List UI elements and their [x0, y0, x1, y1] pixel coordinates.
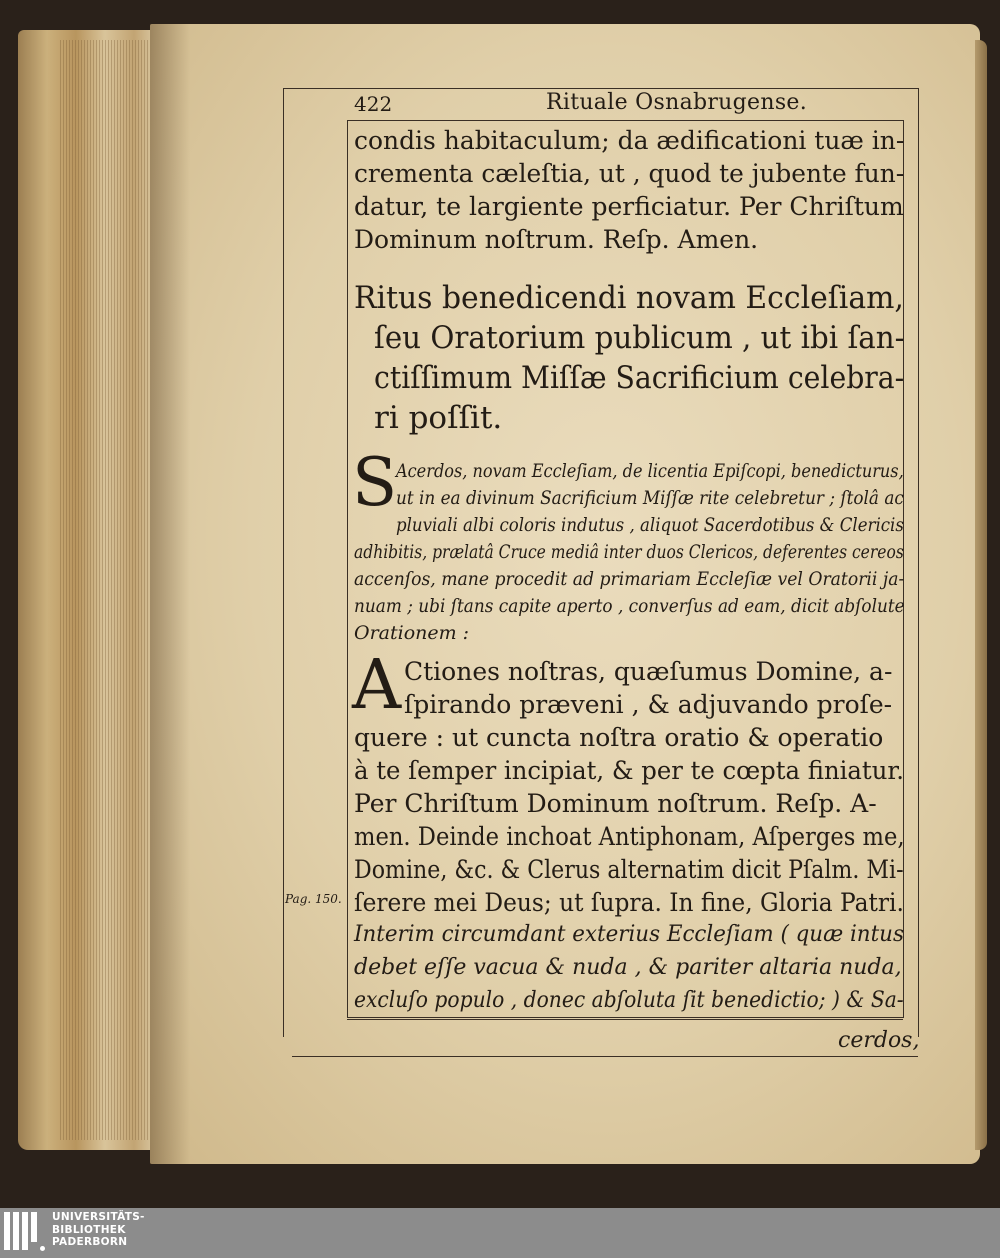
book-page-right-edge [975, 40, 987, 1150]
prayer-line: men. Deinde inchoat Antiphonam, Aſperges me, [354, 822, 905, 851]
text-line: Dominum noſtrum. Reſp. Amen. [354, 225, 759, 254]
section-title-line: ſeu Oratorium publicum , ut ibi ſan- [374, 320, 905, 356]
library-footer [0, 1208, 1000, 1258]
text-line: condis habitaculum; da ædificationi tuæ in- [354, 126, 905, 155]
rubric-line: accenſos, mane procedit ad primariam Eccleſiæ vel Oratorii ja- [354, 568, 905, 590]
section-title-line: Ritus benedicendi novam Eccleſiam, [354, 280, 904, 316]
prayer-line: Per Chriſtum Dominum noſtrum. Reſp. A- [354, 789, 877, 818]
page-number: 422 [354, 92, 393, 116]
prayer-drop-cap: A [352, 646, 402, 725]
rubric-line: adhibitis, prælatâ Cruce mediâ inter duos Clericos, deferentes cereos [354, 541, 904, 563]
running-head: Rituale Osnabrugense. [546, 90, 808, 115]
prayer-line: ſpirando præveni , & adjuvando proſe- [404, 690, 893, 719]
section-title-line: ri poſſit. [374, 400, 503, 436]
spine-shadow [150, 24, 190, 1164]
catchword: cerdos, [838, 1028, 920, 1053]
rubric-line: ut in ea divinum Sacrificium Miſſæ rite celebretur ; ſtolâ ac [396, 487, 904, 509]
prayer-line: quere : ut cuncta noſtra oratio & operatio [354, 723, 884, 752]
rubric-line: pluviali albi coloris indutus , aliquot Sacerdotibus & Clericis [396, 514, 904, 536]
book-page-edge-lines [60, 40, 160, 1140]
margin-note: Pag. 150. [285, 892, 342, 906]
closing-line: excluſo populo , donec abſoluta ſit benedictio; ) & Sa- [354, 988, 904, 1013]
library-logo-icon [4, 1212, 44, 1254]
rubric-line: Acerdos, novam Eccleſiam, de licentia Epiſcopi, benedicturus, [396, 460, 904, 482]
prayer-line: Ctiones noſtras, quæſumus Domine, a- [404, 657, 893, 686]
rubric-drop-cap: S [352, 444, 398, 521]
library-name-line: PADERBORN [52, 1236, 128, 1248]
library-name-line: UNIVERSITÄTS- [52, 1211, 145, 1223]
section-title-line: ctiſſimum Miſſæ Sacrificium celebra- [374, 360, 905, 396]
rubric-line: nuam ; ubi ſtans capite aperto , converſus ad eam, dicit abſolute [354, 595, 905, 617]
library-name-line: BIBLIOTHEK [52, 1223, 126, 1236]
text-line: datur, te largiente perficiatur. Per Chriſtum [354, 192, 904, 221]
prayer-line: à te ſemper incipiat, & per te cœpta finiatur. [354, 756, 905, 785]
closing-line: Interim circumdant exterius Eccleſiam ( quæ intus [354, 922, 904, 947]
text-bottom-rule [347, 1019, 903, 1020]
rubric-line: Orationem : [354, 622, 470, 644]
prayer-line: Domine, &c. & Clerus alternatim dicit Pſalm. Mi- [354, 855, 904, 884]
footer-rule [292, 1056, 918, 1057]
prayer-line: ſerere mei Deus; ut ſupra. In fine, Gloria Patri. [354, 888, 904, 917]
closing-line: debet eſſe vacua & nuda , & pariter altaria nuda, [354, 955, 902, 980]
text-line: crementa cæleſtia, ut , quod te jubente fun- [354, 159, 905, 188]
library-name [52, 1211, 145, 1249]
